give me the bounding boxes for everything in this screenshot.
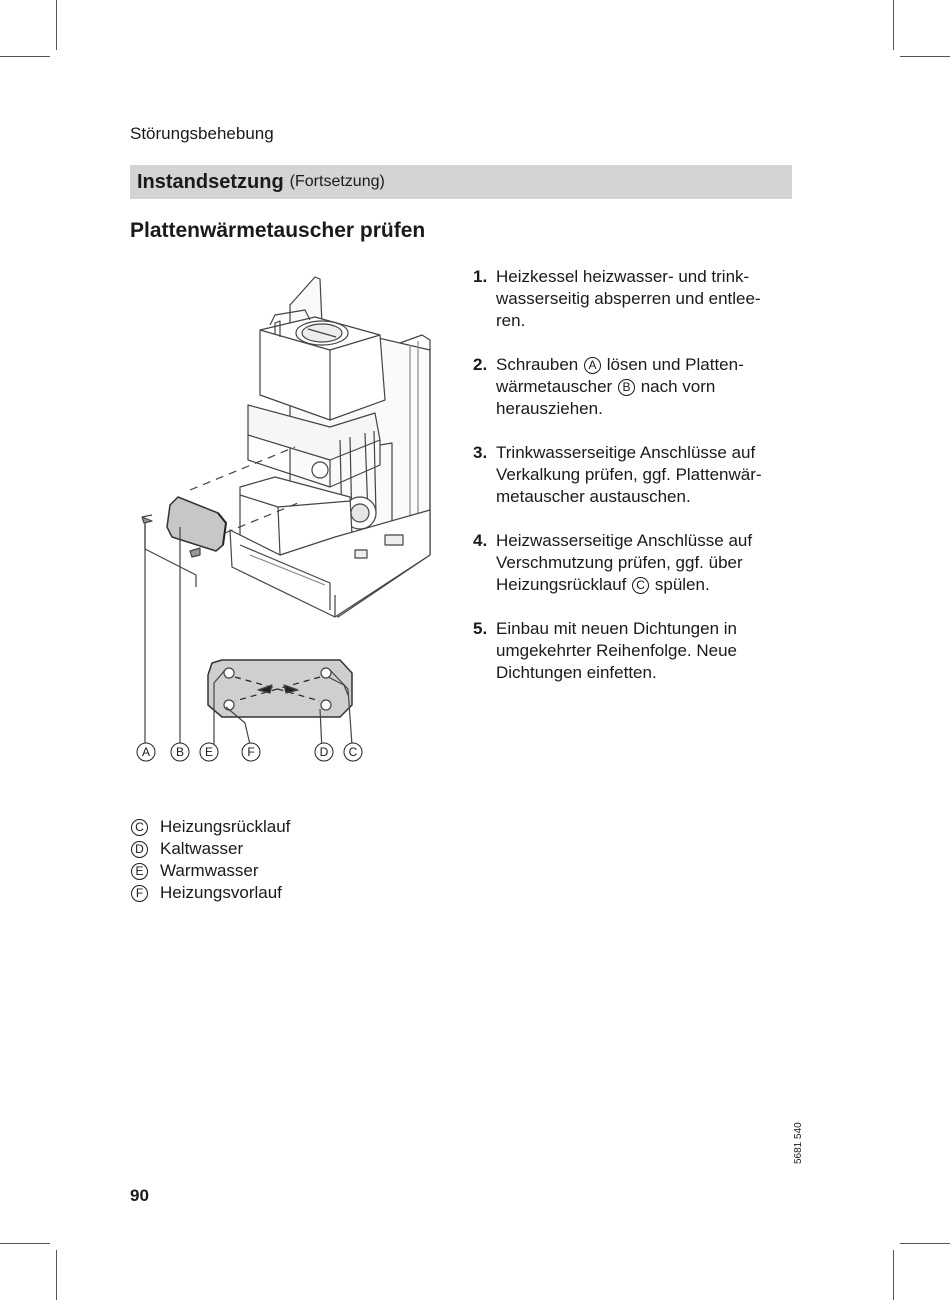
callout-label: F [247,745,255,759]
step-line: Heizungsrücklauf [496,575,627,594]
crop-mark [900,56,950,57]
step-line: umgekehrter Reihenfolge. Neue [496,641,737,660]
step-line: metauscher austauschen. [496,487,691,506]
legend-item [130,816,290,838]
step-line: Schrauben [496,355,579,374]
document-number: 5681 540 [793,1122,804,1164]
legend-text: Heizungsrücklauf [160,817,291,836]
legend-text: Warmwasser [160,861,259,880]
step-line: ren. [496,311,526,330]
legend-marker: C [131,819,148,836]
step-number: 1. [473,267,488,286]
callout-label: E [204,745,214,759]
step-line: Heizwasserseitige Anschlüsse auf [496,531,753,550]
legend-marker: D [131,841,148,858]
step-line: nach vorn [640,377,716,396]
title-bar [130,165,792,199]
step-line: Einbau mit neuen Dichtungen in [496,619,737,638]
step-line: Verkalkung prüfen, ggf. Plattenwär- [496,465,762,484]
crop-mark [56,0,57,50]
boiler-drawing [130,265,450,770]
crop-mark [893,0,894,50]
step-number: 5. [473,619,488,638]
step-number: 4. [473,531,488,550]
legend-item [130,838,290,860]
step-line: herausziehen. [496,399,603,418]
crop-mark [893,1250,894,1300]
step-item [473,618,798,684]
step-text [496,354,798,420]
callout-label: A [141,745,151,759]
section-label: Störungsbehebung [130,124,274,143]
step-line: wärmetauscher [496,377,613,396]
step-line: Verschmutzung prüfen, ggf. über [496,553,743,572]
page-title: Instandsetzung [137,170,284,193]
legend-text: Kaltwasser [160,839,244,858]
crop-mark [56,1250,57,1300]
legend-marker: F [131,885,148,902]
step-line: wasserseitig absperren und entlee- [496,289,761,308]
crop-mark [900,1243,950,1244]
step-line: Dichtungen einfetten. [496,663,657,682]
step-item [473,530,798,596]
crop-mark [0,56,50,57]
legend-item [130,860,290,882]
step-text [496,618,798,684]
step-item [473,354,798,420]
marker-c: C [632,577,649,594]
step-text [496,530,798,596]
callout-label: C [348,745,358,759]
callout-label: D [319,745,329,759]
figure-legend [130,816,290,904]
legend-item [130,882,290,904]
boiler-illustration [130,265,450,770]
step-item [473,442,798,508]
crop-mark [0,1243,50,1244]
step-number: 3. [473,443,488,462]
legend-marker: E [131,863,148,880]
marker-a: A [584,357,601,374]
step-line: lösen und Platten- [606,355,744,374]
step-item [473,266,798,332]
step-number: 2. [473,355,488,374]
instruction-steps [473,266,798,706]
step-line: spülen. [654,575,710,594]
page-number: 90 [130,1186,149,1205]
step-text [496,442,798,508]
section-heading: Plattenwärmetauscher prüfen [130,219,426,242]
legend-text: Heizungsvorlauf [160,883,282,902]
callout-label: B [175,745,185,759]
step-line: Heizkessel heizwasser- und trink- [496,267,750,286]
step-line: Trinkwasserseitige Anschlüsse auf [496,443,756,462]
step-text [496,266,798,332]
marker-b: B [618,379,635,396]
page-subtitle: (Fortsetzung) [289,173,385,190]
